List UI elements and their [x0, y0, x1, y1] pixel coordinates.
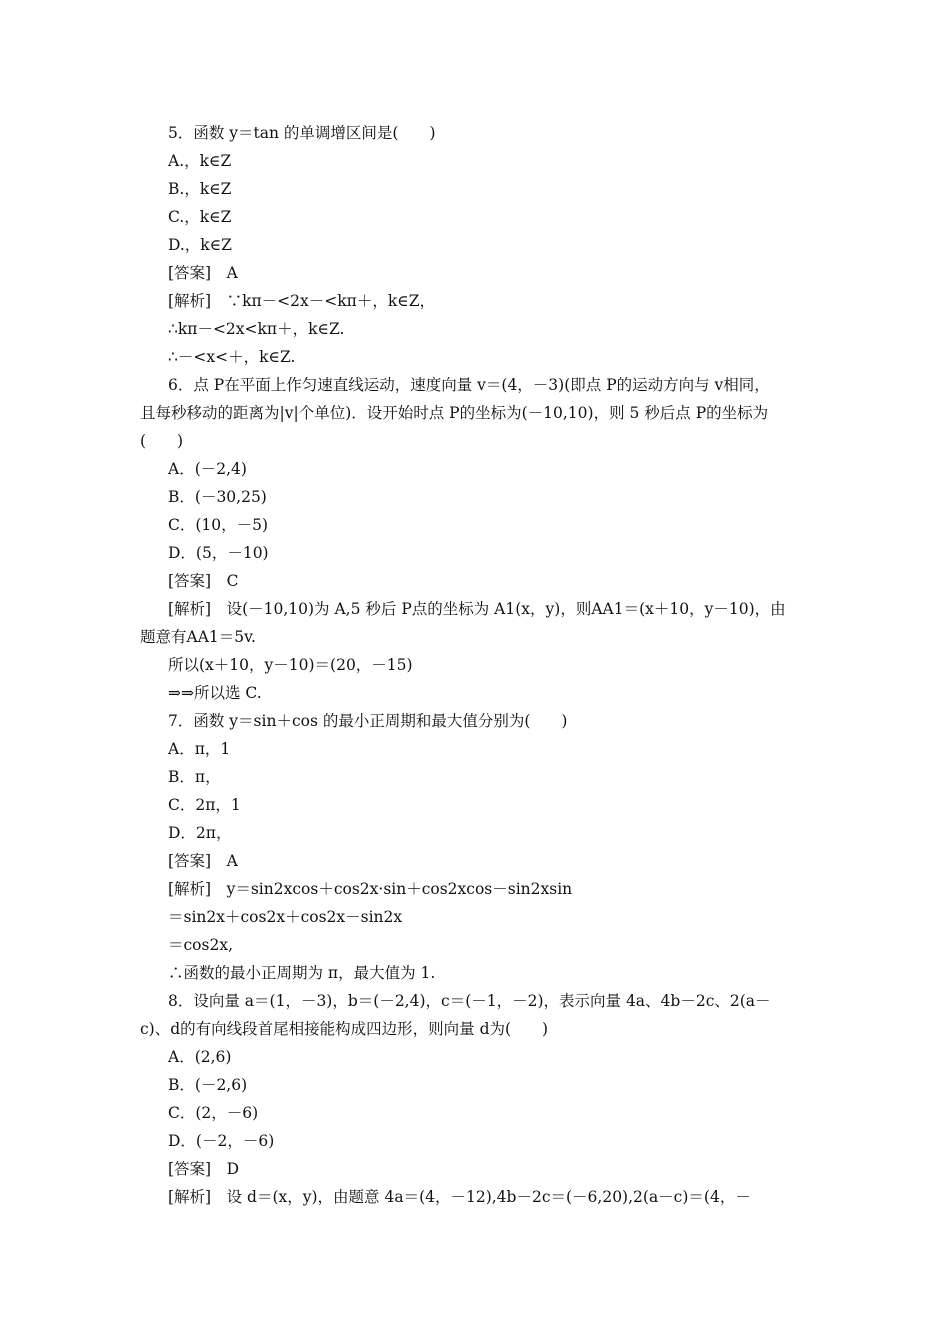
q8-analysis-1: [解析] 设 d＝(x，y)，由题意 4a＝(4，－12),4b－2c＝(－6,20),2(a－c)＝(4，－ [168, 1188, 751, 1206]
q6-stem-3: ( ) [140, 432, 184, 450]
q6-option-c: C．(10，－5) [168, 516, 269, 534]
q6-answer: [答案] C [168, 572, 239, 590]
q7-option-a: A．π，1 [168, 740, 231, 758]
q8-option-b: B．(－2,6) [168, 1076, 248, 1094]
q8-option-d: D．(－2，－6) [168, 1132, 275, 1150]
q7-analysis-1: [解析] y＝sin2xcos＋cos2x·sin＋cos2xcos－sin2xsin [168, 880, 573, 898]
q8-option-a: A．(2,6) [168, 1048, 232, 1066]
q6-option-d: D．(5，－10) [168, 544, 269, 562]
q5-option-c: C.，k∈Z [168, 208, 232, 226]
q5-option-a: A.，k∈Z [168, 152, 232, 170]
q5-option-b: B.，k∈Z [168, 180, 232, 198]
q5-stem: 5．函数 y＝tan 的单调增区间是( ) [168, 124, 436, 142]
q5-analysis-3: ∴－<x<＋，k∈Z. [168, 348, 296, 366]
q5-analysis-1: [解析] ∵kπ－<2x－<kπ＋，k∈Z， [168, 292, 435, 310]
q7-analysis-2: ＝sin2x＋cos2x＋cos2x－sin2x [168, 908, 403, 926]
q8-option-c: C．(2，－6) [168, 1104, 259, 1122]
q5-answer: [答案] A [168, 264, 238, 282]
q7-option-d: D．2π， [168, 824, 232, 842]
q6-stem-1: 6．点 P在平面上作匀速直线运动，速度向量 v＝(4，－3)(即点 P的运动方向与 v相同， [168, 376, 770, 394]
q7-analysis-4: ∴函数的最小正周期为 π，最大值为 1. [168, 964, 436, 982]
q6-analysis-4: ⇒⇒所以选 C. [168, 684, 262, 702]
q6-stem-2: 且每秒移动的距离为|v|个单位)．设开始时点 P的坐标为(－10,10)，则 5 秒后点 P的坐标为 [140, 404, 769, 422]
q7-option-b: B．π， [168, 768, 221, 786]
q5-analysis-2: ∴kπ－<2x<kπ＋，k∈Z. [168, 320, 345, 338]
q6-option-a: A．(－2,4) [168, 460, 247, 478]
q8-stem-2: c)、d的有向线段首尾相接能构成四边形，则向量 d为( ) [140, 1020, 549, 1038]
q7-option-c: C．2π，1 [168, 796, 241, 814]
q8-answer: [答案] D [168, 1160, 240, 1178]
q6-analysis-3: 所以(x＋10，y－10)＝(20，－15) [168, 656, 413, 674]
q7-stem: 7．函数 y＝sin＋cos 的最小正周期和最大值分别为( ) [168, 712, 568, 730]
q7-answer: [答案] A [168, 852, 238, 870]
q7-analysis-3: ＝cos2x, [168, 936, 233, 954]
q8-stem-1: 8．设向量 a＝(1，－3)，b＝(－2,4)，c＝(－1，－2)，表示向量 4a、4b－2c、2(a－ [168, 992, 771, 1010]
q6-analysis-2: 题意有AA1＝5v. [140, 628, 256, 646]
q6-analysis-1: [解析] 设(－10,10)为 A,5 秒后 P点的坐标为 A1(x，y)，则AA1＝(x＋10，y－10)，由 [168, 600, 786, 618]
q5-option-d: D.，k∈Z [168, 236, 232, 254]
q6-option-b: B．(－30,25) [168, 488, 267, 506]
